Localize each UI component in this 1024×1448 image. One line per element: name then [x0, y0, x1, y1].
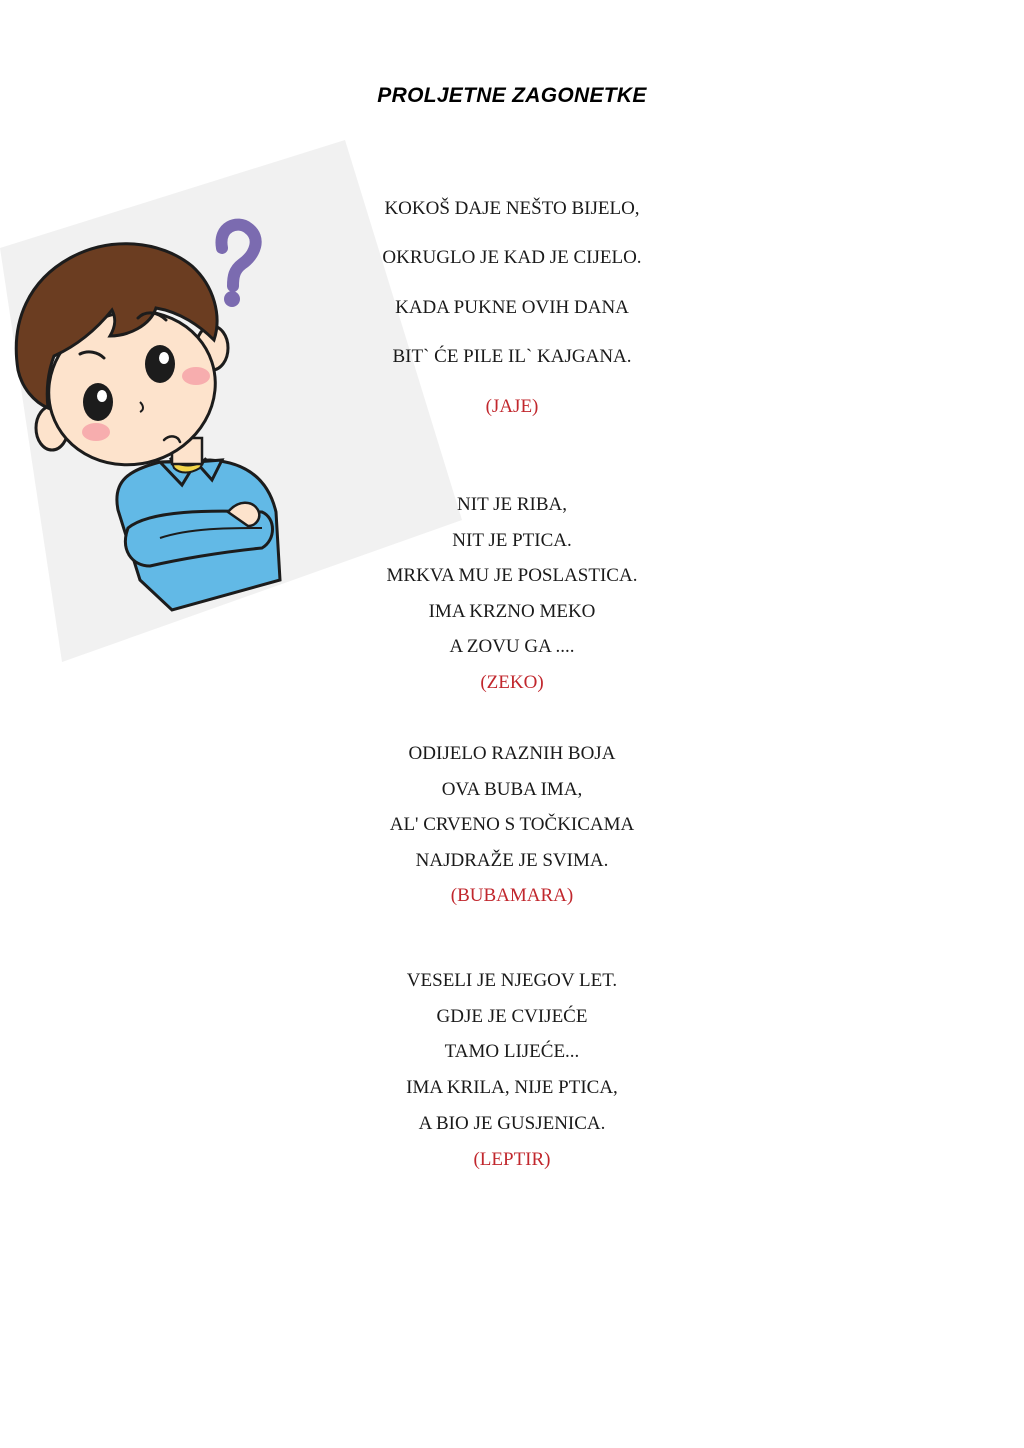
riddle-line: A BIO JE GUSJENICA.: [418, 1113, 606, 1134]
riddle-answer: (JAJE): [485, 396, 539, 417]
riddle-line: IMA KRILA, NIJE PTICA,: [406, 1077, 618, 1098]
riddle-answer: (BUBAMARA): [450, 885, 574, 906]
riddle-line: MRKVA MU JE POSLASTICA.: [386, 565, 638, 586]
riddle-line: KADA PUKNE OVIH DANA: [395, 297, 629, 318]
riddle-line: AL' CRVENO S TOČKICAMA: [389, 814, 635, 835]
riddle-line: OVA BUBA IMA,: [441, 779, 583, 800]
riddle-line: GDJE JE CVIJEĆE: [436, 1006, 588, 1027]
riddle-line: ODIJELO RAZNIH BOJA: [408, 743, 616, 764]
riddle-line: IMA KRZNO MEKO: [428, 601, 596, 622]
riddle-answer: (ZEKO): [480, 672, 544, 693]
riddle-line: KOKOŠ DAJE NEŠTO BIJELO,: [384, 198, 640, 219]
riddle-line: BIT` ĆE PILE IL` KAJGANA.: [392, 346, 632, 367]
riddle-answer: (LEPTIR): [473, 1149, 551, 1170]
page-title: PROLJETNE ZAGONETKE: [377, 84, 647, 107]
riddle-line: NIT JE RIBA,: [457, 494, 567, 515]
riddle-line: TAMO LIJEĆE...: [444, 1041, 580, 1062]
riddle-line: NAJDRAŽE JE SVIMA.: [415, 850, 609, 871]
riddle-line: A ZOVU GA ....: [449, 636, 575, 657]
riddle-line: OKRUGLO JE KAD JE CIJELO.: [382, 247, 642, 268]
riddle-line: NIT JE PTICA.: [452, 530, 572, 551]
riddle-line: VESELI JE NJEGOV LET.: [406, 970, 618, 991]
